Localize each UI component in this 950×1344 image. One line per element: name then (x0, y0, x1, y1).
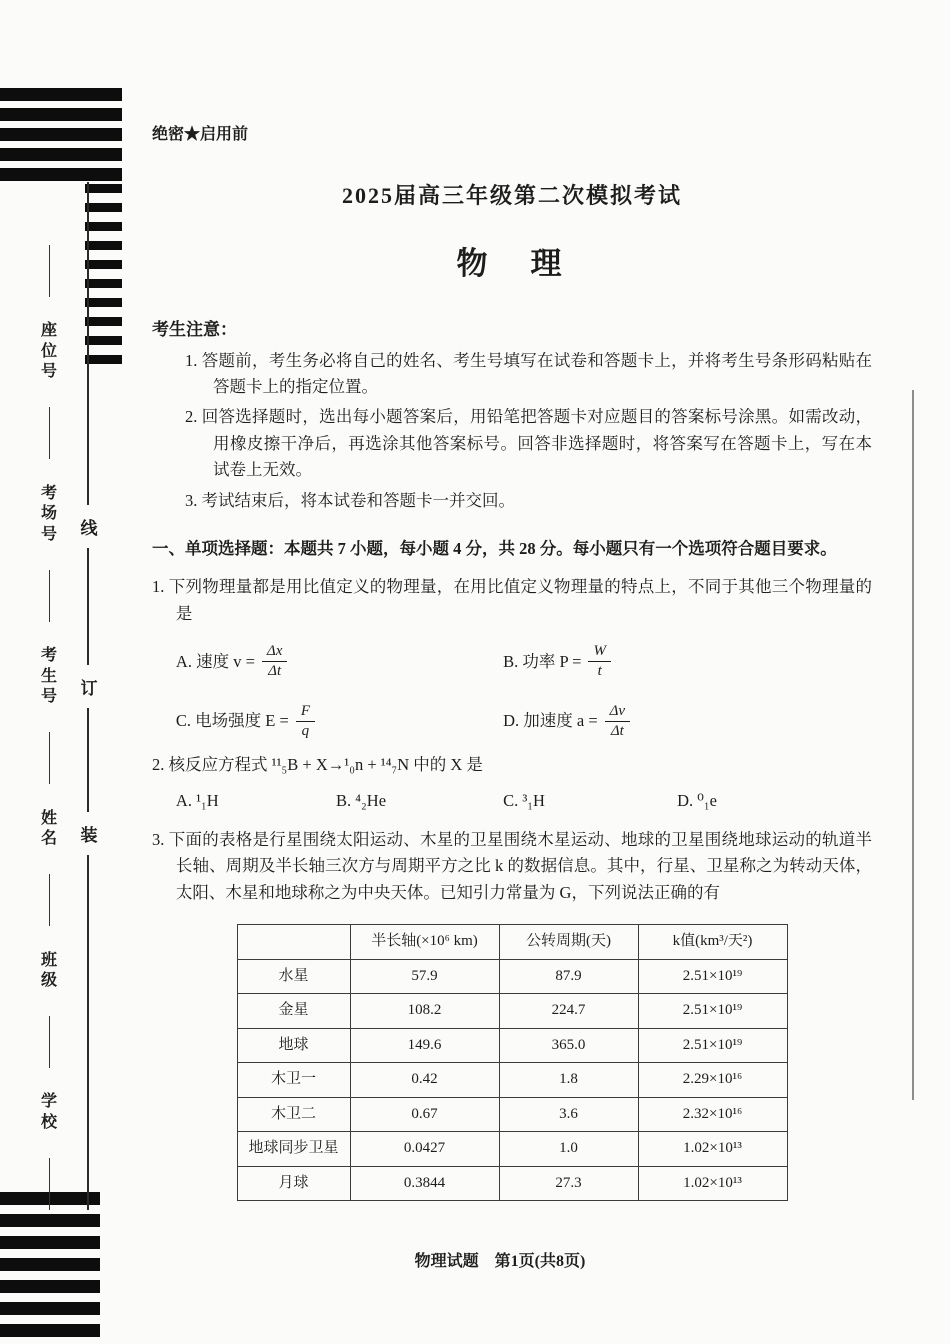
table-cell: 2.51×10¹⁹ (638, 959, 787, 994)
table-cell: 木卫二 (237, 1097, 350, 1132)
table-cell: 0.42 (350, 1063, 499, 1098)
table-header-cell: 半长轴(×10⁶ km) (350, 925, 499, 960)
blank-line (49, 874, 50, 926)
table-header-cell (237, 925, 350, 960)
table-cell: 地球 (237, 1028, 350, 1063)
table-row (237, 1097, 787, 1132)
scan-bars-bottom-icon (0, 1192, 100, 1344)
exam-title: 2025届高三年级第二次模拟考试 (341, 182, 682, 208)
q1-option-d-label: D. 加速度 a = (503, 711, 598, 731)
q1-option-d (503, 703, 872, 741)
table-cell: 108.2 (350, 994, 499, 1029)
subject-title: 物 理 (456, 245, 568, 281)
table-cell: 57.9 (350, 959, 499, 994)
table-cell: 金星 (237, 994, 350, 1029)
scan-bars-left-icon (85, 184, 122, 366)
exam-content (152, 122, 872, 1213)
table-header-cell: k值(km³/天²) (638, 925, 787, 960)
table-cell: 月球 (237, 1166, 350, 1201)
table-cell: 1.8 (499, 1063, 638, 1098)
q1-option-d-fraction: $\frac{\Delta v}{\Delta t}$ (605, 703, 630, 741)
question-2-options (152, 788, 872, 814)
q1-option-c-label: C. 电场强度 E = (175, 711, 289, 731)
table-cell: 2.29×10¹⁶ (638, 1063, 787, 1098)
table-cell: 2.32×10¹⁶ (638, 1097, 787, 1132)
q1-option-c (176, 703, 503, 741)
table-cell: 2.51×10¹⁹ (638, 994, 787, 1029)
notice-item-1: 1. 答题前，考生务必将自己的姓名、考生号填写在试卷和答题卡上，并将考生号条形码粘贴在答题卡上的指定位置。 (185, 350, 872, 396)
binding-char-xian: 线 (78, 505, 100, 548)
field-label-candidate-number: 考生号 (40, 647, 57, 706)
blank-line (49, 1016, 50, 1068)
table-cell: 2.51×10¹⁹ (638, 1028, 787, 1063)
binding-id-fields (26, 245, 72, 1210)
table-cell: 0.0427 (350, 1132, 499, 1167)
question-3-stem: 3. 下面的表格是行星围绕太阳运动、木星的卫星围绕木星运动、地球的卫星围绕地球运动的轨道半长轴、周期及半长轴三次方与周期平方之比 k 的数据信息。其中，行星、卫星称之为转动天体，太阳、木星和地球称之为中央天体。已知引力常量为 G，下列说法正确的有 (152, 829, 872, 902)
q1-option-b (503, 643, 872, 681)
question-2-stem: 2. 核反应方程式 ¹¹₅B + X→¹₀n + ¹⁴₇N 中的 X 是 (152, 755, 483, 775)
question-1-stem: 1. 下列物理量都是用比值定义的物理量，在用比值定义物理量的特点上，不同于其他三个物理量的是 (152, 577, 872, 623)
page-footer: 物理试题 第1页(共8页) (414, 1253, 586, 1270)
table-row (237, 1028, 787, 1063)
q1-option-a-fraction: $\frac{\Delta x}{\Delta t}$ (262, 643, 287, 681)
table-header-cell: 公转周期(天) (499, 925, 638, 960)
blank-line (49, 732, 50, 784)
q1-option-a (176, 643, 503, 681)
table-cell: 87.9 (499, 959, 638, 994)
table-cell: 地球同步卫星 (237, 1132, 350, 1167)
table-cell: 1.02×10¹³ (638, 1132, 787, 1167)
table-row (237, 959, 787, 994)
table-cell: 1.02×10¹³ (638, 1166, 787, 1201)
orbit-data-table (237, 924, 788, 1201)
table-header-row (237, 925, 787, 960)
table-cell: 365.0 (499, 1028, 638, 1063)
scan-bars-top-icon (0, 88, 122, 184)
table-cell: 0.67 (350, 1097, 499, 1132)
binding-char-ding: 订 (78, 665, 100, 708)
blank-line (49, 245, 50, 297)
field-label-room-number: 考场号 (40, 484, 57, 543)
table-cell: 149.6 (350, 1028, 499, 1063)
field-label-name: 姓名 (40, 809, 57, 848)
q2-option-d: D. ⁰₁e (677, 791, 717, 811)
right-margin-rule (912, 390, 914, 1100)
q1-option-a-label: A. 速度 v = (175, 651, 255, 671)
table-cell: 1.0 (499, 1132, 638, 1167)
table-cell: 27.3 (499, 1166, 638, 1201)
blank-line (49, 407, 50, 459)
q2-option-c: C. ³₁H (503, 791, 545, 811)
table-cell: 水星 (237, 959, 350, 994)
notice-item-3: 3. 考试结束后，将本试卷和答题卡一并交回。 (185, 490, 515, 510)
classification-label: 绝密★启用前 (152, 126, 249, 143)
table-row (237, 1166, 787, 1201)
field-label-class: 班级 (40, 951, 57, 989)
section-1-heading: 一、单项选择题：本题共 7 小题，每小题 4 分，共 28 分。每小题只有一个选项符合题目要求。 (152, 538, 837, 558)
field-label-school: 学校 (40, 1093, 57, 1131)
table-row (237, 1063, 787, 1098)
q2-option-a: A. ¹₁H (175, 791, 219, 811)
q1-option-b-fraction: $\frac{W}{t}$ (588, 643, 611, 681)
field-label-seat-number: 座位号 (40, 322, 57, 381)
notice-item-2: 2. 回答选择题时，选出每小题答案后，用铅笔把答题卡对应题目的答案标号涂黑。如需改动，用橡皮擦干净后，再选涂其他答案标号。回答非选择题时，将答案写在答题卡上，写在本试卷上无效。 (185, 407, 872, 480)
q1-option-b-label: B. 功率 P = (503, 651, 582, 671)
blank-line (49, 570, 50, 622)
table-row (237, 1132, 787, 1167)
question-1-options (152, 643, 872, 740)
binding-char-zhuang: 装 (78, 812, 100, 855)
table-cell: 0.3844 (350, 1166, 499, 1201)
notice-heading: 考生注意： (152, 320, 237, 340)
table-cell: 224.7 (499, 994, 638, 1029)
table-row (237, 994, 787, 1029)
blank-line (49, 1158, 50, 1210)
q2-option-b: B. ⁴₂He (336, 791, 387, 811)
table-cell: 木卫一 (237, 1063, 350, 1098)
table-cell: 3.6 (499, 1097, 638, 1132)
q1-option-c-fraction: $\frac{F}{q}$ (296, 703, 315, 741)
